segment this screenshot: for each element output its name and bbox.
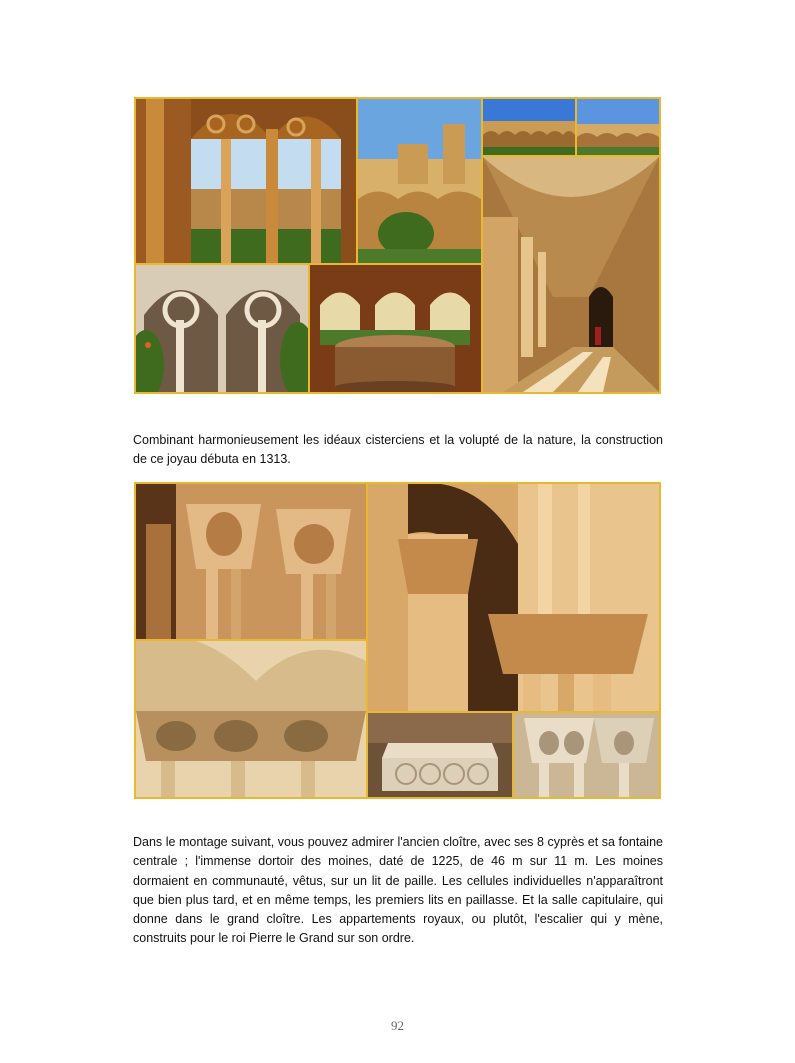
photo-carved-capitals-row	[136, 641, 366, 797]
paragraph-construction-date: Combinant harmonieusement les idéaux cisterciens et la volupté de la nature, la construction de ce joyau débuta en 1313.	[133, 433, 663, 467]
photo-cloister-panorama-left	[483, 99, 575, 155]
cloister-photo-collage-top	[134, 97, 661, 394]
photo-church-tower	[358, 99, 481, 263]
page-number: 92	[391, 1018, 404, 1033]
photo-fountain-pavilion	[310, 265, 481, 392]
photo-carved-capital-faces	[136, 484, 366, 639]
photo-cloister-arcade-tracery	[136, 99, 356, 263]
photo-figure-capitals	[514, 713, 659, 797]
photo-cloister-gallery-corridor	[483, 157, 659, 392]
photo-cloister-panorama-right	[577, 99, 659, 155]
photo-arch-columns-capitals	[368, 484, 659, 711]
photo-stone-tomb	[368, 713, 512, 797]
capitals-photo-collage	[134, 482, 661, 799]
paragraph-montage-description: Dans le montage suivant, vous pouvez admirer l'ancien cloître, avec ses 8 cyprès et sa fontaine centrale ; l'immense dortoir des moines, daté de 1225, de 46 m sur 11 m. Les moines dormaient en communauté, vêtus, sur un lit de paille. Les cellules individuelles n'apparaîtront que bien plus tard, et en même temps, les premiers lits en paillasse. Et la salle capitulaire, qui donne dans le grand cloître. Les appartements royaux, ou plutôt, l'escalier qui y mène, construits pour le roi Pierre le Grand sur son ordre.	[133, 835, 663, 946]
photo-tracery-arches	[136, 265, 308, 392]
